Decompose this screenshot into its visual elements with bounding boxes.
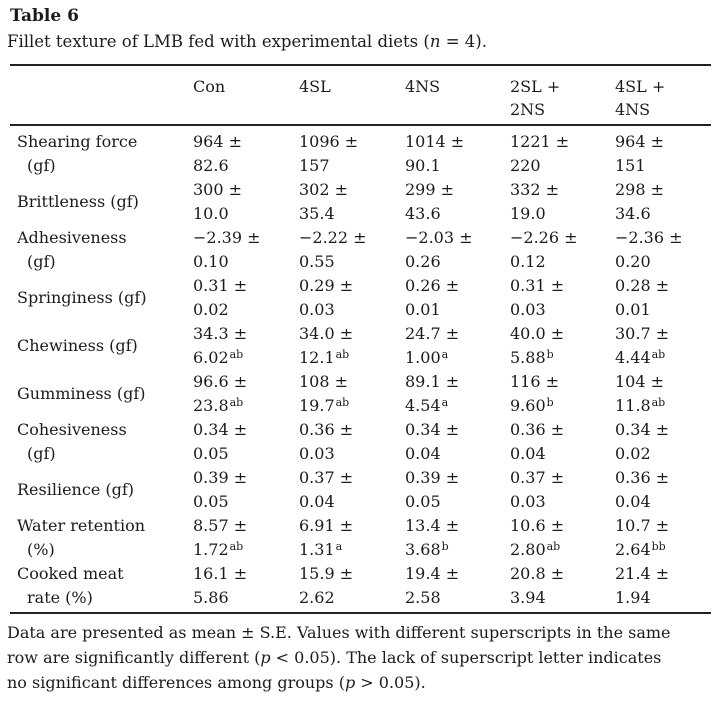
value-cell: [615, 274, 721, 322]
value-cell: [510, 322, 615, 370]
significance-superscript: ab: [335, 348, 350, 361]
row-label: [10, 274, 193, 322]
row-label: [10, 226, 193, 274]
value-cell: [299, 178, 405, 226]
mean-value: 0.31 ±: [193, 276, 248, 295]
italic-text: p: [260, 648, 271, 667]
mean-value: 332 ±: [510, 180, 560, 199]
mean-value: 108 ±: [299, 372, 349, 391]
italic-text: p: [344, 673, 356, 692]
se-value: 3.68$^b$: [405, 540, 449, 559]
mean-value: 10.6 ±: [510, 516, 565, 535]
mean-value: 298 ±: [615, 180, 665, 199]
mean-value: −2.22 ±: [299, 228, 367, 247]
row-label-line: (gf): [27, 444, 56, 463]
value-cell: [299, 466, 405, 514]
mean-value: 20.8 ±: [510, 564, 565, 583]
text: < 0.05). The lack of superscript letter indicates: [270, 648, 662, 667]
significance-superscript: a: [335, 540, 343, 553]
value-cell: [193, 370, 299, 418]
text: Fillet texture of LMB fed with experimental diets (: [7, 32, 430, 51]
mean-value: 0.29 ±: [299, 276, 354, 295]
mean-value: 96.6 ±: [193, 372, 248, 391]
row-label: [10, 322, 193, 370]
value-cell: [510, 130, 615, 178]
value-cell: [193, 130, 299, 178]
value-cell: [299, 418, 405, 466]
significance-superscript: ab: [229, 540, 244, 553]
table-row: [10, 130, 711, 178]
value-cell: [615, 514, 721, 562]
table-row: [10, 226, 711, 274]
value-cell: [193, 514, 299, 562]
header-cell-empty: [10, 75, 193, 121]
value-cell: [510, 514, 615, 562]
significance-superscript: a: [441, 348, 449, 361]
value-cell: [510, 370, 615, 418]
value-cell: [405, 274, 510, 322]
significance-superscript: b: [546, 348, 554, 361]
value-cell: [615, 130, 721, 178]
se-value: 0.10: [193, 252, 229, 271]
mean-value: 0.34 ±: [615, 420, 670, 439]
mean-value: 19.4 ±: [405, 564, 460, 583]
table-header-row: [10, 75, 711, 121]
se-value: 157: [299, 156, 330, 175]
se-value: 90.1: [405, 156, 441, 175]
value-cell: [510, 274, 615, 322]
se-value: 10.0: [193, 204, 229, 223]
value-cell: [299, 562, 405, 610]
mean-value: 0.37 ±: [299, 468, 354, 487]
value-cell: [299, 514, 405, 562]
value-cell: [615, 466, 721, 514]
significance-superscript: ab: [335, 396, 350, 409]
se-value: 1.94: [615, 588, 651, 607]
mean-value: 0.36 ±: [615, 468, 670, 487]
se-value: 23.8$^{ab}$: [193, 396, 244, 415]
row-label: [10, 418, 193, 466]
se-value: 9.60$^b$: [510, 396, 554, 415]
mean-value: 299 ±: [405, 180, 455, 199]
significance-superscript: ab: [546, 540, 561, 553]
row-label-line: Cooked meat: [17, 564, 124, 583]
row-label: [10, 466, 193, 514]
se-value: 0.04: [405, 444, 441, 463]
se-value: 5.88$^b$: [510, 348, 554, 367]
mean-value: 964 ±: [193, 132, 243, 151]
mean-value: 40.0 ±: [510, 324, 565, 343]
se-value: 19.7$^{ab}$: [299, 396, 350, 415]
column-header: [405, 75, 510, 121]
mean-value: 0.39 ±: [193, 468, 248, 487]
value-cell: [405, 514, 510, 562]
value-cell: [405, 322, 510, 370]
mean-value: 13.4 ±: [405, 516, 460, 535]
table-body: [10, 130, 711, 610]
value-cell: [405, 418, 510, 466]
value-cell: [615, 322, 721, 370]
significance-superscript: a: [441, 396, 449, 409]
se-value: 3.94: [510, 588, 546, 607]
mean-value: 34.3 ±: [193, 324, 248, 343]
text: no significant differences among groups (: [7, 673, 345, 692]
text: Data are presented as mean ± S.E. Values with different superscripts in the same: [7, 623, 671, 642]
column-header-line: 4NS: [405, 77, 441, 96]
mean-value: 104 ±: [615, 372, 665, 391]
value-cell: [615, 418, 721, 466]
se-value: 11.8$^{ab}$: [615, 396, 666, 415]
se-value: 0.05: [193, 492, 229, 511]
value-cell: [615, 226, 721, 274]
se-value: 0.04: [299, 492, 335, 511]
mean-value: −2.03 ±: [405, 228, 473, 247]
mean-value: 116 ±: [510, 372, 560, 391]
text: = 4).: [440, 32, 487, 51]
footnote-line-3: [7, 670, 721, 695]
se-value: 2.64$^{bb}$: [615, 540, 666, 559]
se-value: 82.6: [193, 156, 229, 175]
mean-value: 0.39 ±: [405, 468, 460, 487]
significance-superscript: b: [546, 396, 554, 409]
column-header: [615, 75, 721, 121]
value-cell: [299, 370, 405, 418]
se-value: 0.55: [299, 252, 335, 271]
row-label-line: Water retention: [17, 516, 146, 535]
mean-value: 10.7 ±: [615, 516, 670, 535]
se-value: 0.05: [405, 492, 441, 511]
mean-value: 302 ±: [299, 180, 349, 199]
se-value: 43.6: [405, 204, 441, 223]
mean-value: 6.91 ±: [299, 516, 354, 535]
mean-value: 34.0 ±: [299, 324, 354, 343]
mean-value: 0.28 ±: [615, 276, 670, 295]
se-value: 4.54$^a$: [405, 396, 449, 415]
column-header-line: 4SL +: [615, 77, 666, 96]
row-label-line: rate (%): [27, 588, 93, 607]
row-label-line: Chewiness (gf): [17, 336, 138, 355]
se-value: 0.03: [299, 444, 335, 463]
mean-value: 1221 ±: [510, 132, 570, 151]
mean-value: 16.1 ±: [193, 564, 248, 583]
row-label-line: Shearing force: [17, 132, 138, 151]
value-cell: [405, 226, 510, 274]
table-row: [10, 178, 711, 226]
row-label-line: (gf): [27, 156, 56, 175]
table-footnote: [7, 620, 721, 695]
mean-value: −2.36 ±: [615, 228, 683, 247]
row-label-line: Gumminess (gf): [17, 384, 146, 403]
se-value: 5.86: [193, 588, 229, 607]
row-label: [10, 178, 193, 226]
mean-value: 8.57 ±: [193, 516, 248, 535]
table-caption: [7, 32, 487, 51]
value-cell: [193, 226, 299, 274]
row-label: [10, 130, 193, 178]
mean-value: 0.36 ±: [510, 420, 565, 439]
mean-value: 15.9 ±: [299, 564, 354, 583]
mean-value: 0.36 ±: [299, 420, 354, 439]
se-value: 6.02$^{ab}$: [193, 348, 244, 367]
mean-value: 0.34 ±: [193, 420, 248, 439]
table-row: [10, 274, 711, 322]
value-cell: [299, 130, 405, 178]
se-value: 4.44$^{ab}$: [615, 348, 666, 367]
se-value: 0.20: [615, 252, 651, 271]
se-value: 1.31$^a$: [299, 540, 343, 559]
value-cell: [299, 226, 405, 274]
row-label: [10, 514, 193, 562]
value-cell: [510, 562, 615, 610]
se-value: 0.01: [405, 300, 441, 319]
se-value: 19.0: [510, 204, 546, 223]
row-label: [10, 370, 193, 418]
table-row: [10, 418, 711, 466]
column-header-line: Con: [193, 77, 226, 96]
mean-value: 0.31 ±: [510, 276, 565, 295]
se-value: 0.12: [510, 252, 546, 271]
value-cell: [299, 322, 405, 370]
mean-value: 21.4 ±: [615, 564, 670, 583]
significance-superscript: ab: [229, 396, 244, 409]
mean-value: 0.34 ±: [405, 420, 460, 439]
table-row: [10, 466, 711, 514]
column-header: [193, 75, 299, 121]
row-label-line: (%): [27, 540, 55, 559]
table-row: [10, 322, 711, 370]
table-row: [10, 562, 711, 610]
column-header-line: 2SL +: [510, 77, 561, 96]
se-value: 0.02: [193, 300, 229, 319]
text: > 0.05).: [355, 673, 426, 692]
row-label-line: Brittleness (gf): [17, 192, 139, 211]
value-cell: [405, 178, 510, 226]
se-value: 0.01: [615, 300, 651, 319]
mean-value: 0.26 ±: [405, 276, 460, 295]
se-value: 0.04: [510, 444, 546, 463]
table-row: [10, 370, 711, 418]
mean-value: 89.1 ±: [405, 372, 460, 391]
value-cell: [193, 466, 299, 514]
se-value: 151: [615, 156, 646, 175]
se-value: 0.03: [299, 300, 335, 319]
row-label-line: (gf): [27, 252, 56, 271]
table-number-title: Table 6: [10, 6, 79, 26]
significance-superscript: ab: [651, 396, 666, 409]
column-header: [510, 75, 615, 121]
se-value: 2.62: [299, 588, 335, 607]
mean-value: 964 ±: [615, 132, 665, 151]
significance-superscript: ab: [229, 348, 244, 361]
value-cell: [510, 226, 615, 274]
column-header-line: 2NS: [510, 100, 546, 119]
row-label-line: Adhesiveness: [17, 228, 127, 247]
value-cell: [405, 562, 510, 610]
value-cell: [615, 370, 721, 418]
column-header-line: 4NS: [615, 100, 651, 119]
italic-text: n: [429, 32, 441, 51]
table-top-rule: [10, 64, 711, 66]
value-cell: [405, 130, 510, 178]
table-row: [10, 514, 711, 562]
mean-value: 1096 ±: [299, 132, 359, 151]
footnote-line-1: [7, 620, 721, 645]
mean-value: 0.37 ±: [510, 468, 565, 487]
table-header-rule: [10, 124, 711, 126]
se-value: 34.6: [615, 204, 651, 223]
column-header: [299, 75, 405, 121]
se-value: 220: [510, 156, 541, 175]
significance-superscript: bb: [651, 540, 666, 553]
significance-superscript: ab: [651, 348, 666, 361]
value-cell: [510, 178, 615, 226]
se-value: 2.80$^{ab}$: [510, 540, 561, 559]
significance-superscript: b: [441, 540, 449, 553]
row-label: [10, 562, 193, 610]
footnote-line-2: [7, 645, 721, 670]
mean-value: 300 ±: [193, 180, 243, 199]
se-value: 0.03: [510, 300, 546, 319]
row-label-line: Resilience (gf): [17, 480, 135, 499]
value-cell: [193, 322, 299, 370]
mean-value: −2.26 ±: [510, 228, 578, 247]
value-cell: [615, 178, 721, 226]
mean-value: 1014 ±: [405, 132, 465, 151]
text: row are significantly different (: [7, 648, 261, 667]
row-label-line: Springiness (gf): [17, 288, 147, 307]
se-value: 12.1$^{ab}$: [299, 348, 350, 367]
se-value: 0.03: [510, 492, 546, 511]
column-header-line: 4SL: [299, 77, 331, 96]
value-cell: [405, 466, 510, 514]
se-value: 35.4: [299, 204, 335, 223]
row-label-line: Cohesiveness: [17, 420, 127, 439]
value-cell: [510, 466, 615, 514]
mean-value: −2.39 ±: [193, 228, 261, 247]
se-value: 1.00$^a$: [405, 348, 449, 367]
value-cell: [299, 274, 405, 322]
se-value: 0.05: [193, 444, 229, 463]
se-value: 0.04: [615, 492, 651, 511]
value-cell: [510, 418, 615, 466]
se-value: 0.02: [615, 444, 651, 463]
mean-value: 30.7 ±: [615, 324, 670, 343]
se-value: 2.58: [405, 588, 441, 607]
value-cell: [615, 562, 721, 610]
value-cell: [193, 562, 299, 610]
value-cell: [193, 274, 299, 322]
value-cell: [405, 370, 510, 418]
value-cell: [193, 418, 299, 466]
se-value: 1.72$^{ab}$: [193, 540, 244, 559]
value-cell: [193, 178, 299, 226]
table-bottom-rule: [10, 612, 711, 614]
mean-value: 24.7 ±: [405, 324, 460, 343]
se-value: 0.26: [405, 252, 441, 271]
